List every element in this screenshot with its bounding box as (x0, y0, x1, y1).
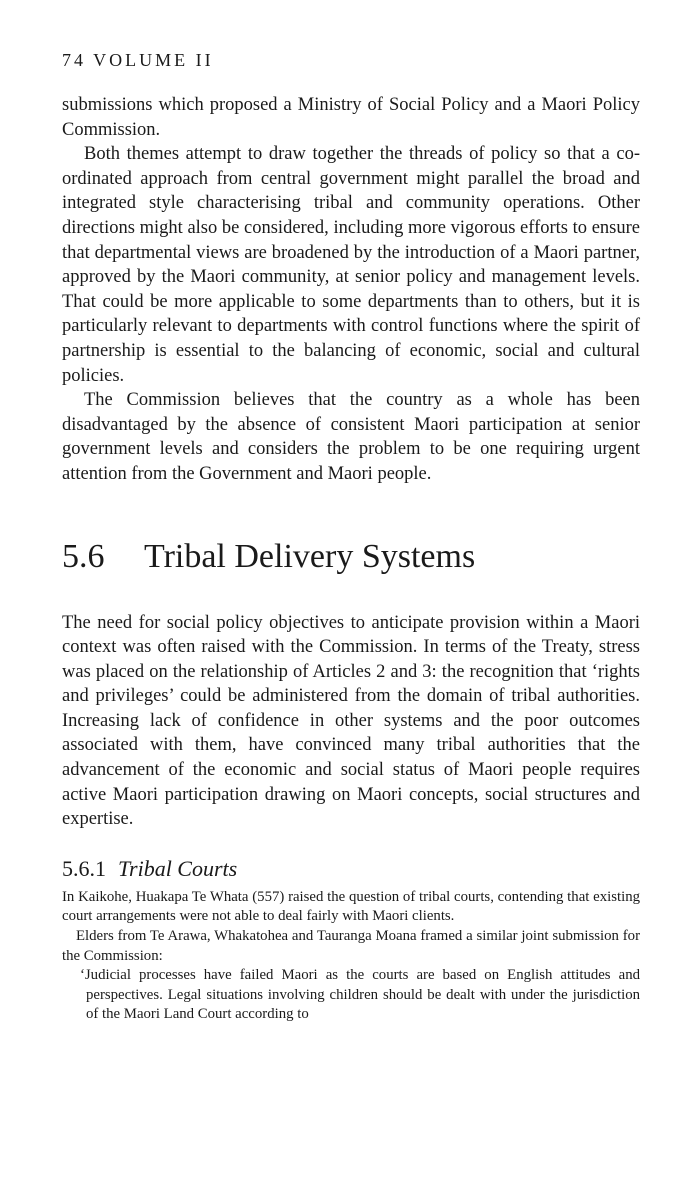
section-text (62, 611, 640, 832)
running-head: 74 VOLUME II (62, 50, 214, 70)
subsection-title: Tribal Courts (118, 855, 238, 881)
section-paragraph: The need for social policy objectives to anticipate provision within a Maori context was often raised with the Commission. In terms of the Treaty, stress was placed on the relationship of Articles 2 and 3: the recognition that ‘rights and privileges’ could be administered from the domain of tribal authorities. Increasing lack of confidence in other systems and the poor outcomes associated with them, have convinced many tribal authorities that the advancement of the economic and social status of Maori people requires active Maori participation drawing on Maori concepts, social structures and expertise. (62, 612, 640, 830)
intro-paragraph-3: The Commission believes that the country as a whole has been disadvantaged by the absence of consistent Maori participation at senior government levels and considers the problem to be one requiring urgent attention from the Government and Maori people. (62, 390, 640, 484)
submission-quote: ‘Judicial processes have failed Maori as the courts are based on English attitudes and perspectives. Legal situations involving children should be dealt with under the jurisdiction of the Maori Land Court according to (80, 967, 640, 1023)
subsection-text (62, 888, 640, 1025)
subsection-heading (62, 856, 640, 882)
subsection-paragraph-2: Elders from Te Arawa, Whakatohea and Tauranga Moana framed a similar joint submission for the Commission: (62, 928, 640, 964)
section-heading (62, 537, 640, 577)
intro-paragraph-1: submissions which proposed a Ministry of Social Policy and a Maori Policy Commission. (62, 95, 640, 140)
document-page (62, 50, 640, 1025)
section-number: 5.6 (62, 537, 105, 575)
section-title: Tribal Delivery Systems (144, 537, 476, 575)
subsection-paragraph-1: In Kaikohe, Huakapa Te Whata (557) raised the question of tribal courts, contending that existing court arrangements were not able to deal fairly with Maori clients. (62, 888, 640, 925)
subsection-number: 5.6.1 (62, 855, 106, 881)
intro-paragraph-2: Both themes attempt to draw together the threads of policy so that a co-ordinated approach from central government might parallel the broad and integrated style characterising tribal and community operations. Other directions might also be considered, including more vigorous efforts to ensure that departmental views are broadened by the introduction of a Maori partner, approved by the Maori community, at senior policy and management levels. That could be more applicable to some departments than to others, but it is particularly relevant to departments with control functions where the spirit of partnership is essential to the balancing of economic, social and cultural policies. (62, 144, 640, 386)
intro-text (62, 93, 640, 487)
